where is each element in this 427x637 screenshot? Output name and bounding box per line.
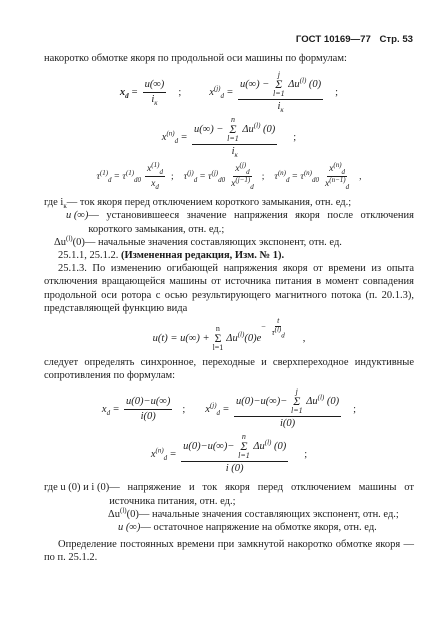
formula-time-constants: $\tau^{(1)}_d$ = $\tau^{(1)}_{d0}$ $\frac{x^{(1)}_d}{x_d}$ ; $\tau^{(j)}_d$ = $\tau^{(j)}_{d0}$ $\frac{x^{(j)}_d}{x^{(j-1)}_d}$ ; $\tau^{(n)}_d$ = $\tau^{(n)}_{d0}$ $\frac{x^{(n)}_d}{x^{(n-1)}_d}$ , [96, 161, 362, 192]
amendment-note: 25.1.1, 25.1.2. (Измененная редакция, Изм. № 1). [58, 250, 285, 262]
xdn-fraction: u(∞) − n Σ l=1 $\Delta u^{(l)}$ (0) $i_к$ [194, 115, 276, 160]
sum-symbol: n Σ l=1 [227, 115, 239, 144]
definition-item: u (∞) — остаточное напряжение на обмотке якоря, отн. ед. [118, 522, 377, 534]
section-25-1-3: 25.1.3. По изменению огибающей напряжения якоря от времени из опыта отключения вращающейся машины от источника питания в момент совпадения продольной оси ротора с осью результирующего магнитного потока (п. 20.1.3), представляющей функцию вида [44, 263, 414, 314]
formula-ut: u(t) = u(∞) + n Σ l=1 $\Delta u^{(l)}(0)e$ − $\frac{t}{\tau^{(l)}_d}$ , [152, 316, 306, 353]
sum-symbol: j Σ l=1 [290, 387, 303, 416]
xdj-fraction-2: u(0)−u(∞)− j Σ l=1 $\Delta u^{(l)}$ (0) i(0) [235, 387, 340, 430]
definitions-block-1 [44, 196, 414, 249]
xd-fraction-2: $\frac{u(0)-u(\infty)}{i(0)}$ [126, 395, 171, 422]
xdj-symbol: $x^{(j)}_d$ [209, 84, 225, 100]
page-header [290, 34, 413, 45]
xdn-symbol: $x^{(n)}_d$ [161, 129, 179, 145]
formulas-intro: следует определять синхронное, переходные и сверхпереходное индуктивные сопротивления по формулам: [44, 357, 414, 382]
equals-sign: = [227, 86, 233, 98]
xdj-fraction: u(∞) − j Σ l=1 $\Delta u^{(l)}$ (0) $i_к$ [239, 70, 322, 115]
formula-xd-xdj: $x_d$ = $\frac{u(\infty)}{i_к}$ ; $x^{(j)}_d$ = u(∞) − j Σ l=1 $\Delta u^{(l)}$ (0) $i_к$ ; [119, 70, 339, 115]
taun-fraction: $\frac{x^{(n)}_d}{x^{(n-1)}_d}$ [324, 161, 350, 192]
sum-symbol: j Σ l=1 [273, 70, 285, 99]
formula-xd-xdj-2: $x_d$ = $\frac{u(0)-u(\infty)}{i(0)}$ ; $x^{(j)}_d$ = u(0)−u(∞)− j Σ l=1 $\Delta u^{(l)}$ (0) i(0) ; [101, 387, 357, 430]
closing-paragraph: Определение постоянных времени при замкнутой накоротко обмотке якоря — по п. 25.1.2. [44, 539, 414, 564]
separator: ; [178, 86, 182, 98]
definition-item: $\Delta u^{(l)}(0)$ — начальные значения составляющих экспонент, отн. ед.; [108, 506, 399, 520]
exponent: − $\frac{t}{\tau^{(l)}_d}$ [261, 316, 285, 340]
definitions-block-2 [44, 481, 414, 534]
standard-number: ГОСТ 10169—77 [295, 34, 371, 45]
xd-fraction: $\frac{u(\infty)}{i_к}$ [144, 78, 165, 107]
equals-sign: = [131, 86, 138, 98]
xdn-fraction-2: u(0)−u(∞)− n Σ l=1 $\Delta u^{(l)}$ (0) i (0) [183, 432, 287, 475]
definition-item: где u (0) и i (0) — напряжение и ток якоря перед отключением машины от источника питания, отн. ед.; [44, 482, 414, 507]
document-body [44, 52, 414, 565]
formula-xdn: $x^{(n)}_d$ = u(∞) − n Σ l=1 $\Delta u^{(l)}$ (0) $i_к$ ; [161, 115, 297, 160]
definition-item: u (∞) — установившееся значение напряжения якоря после отключения короткого замыкания, отн. ед.; [66, 210, 414, 235]
xd-symbol: $x_d$ [119, 86, 129, 100]
sum-symbol: n Σ l=1 [212, 324, 224, 353]
formula-xdn-2: $x^{(n)}_d$ = u(0)−u(∞)− n Σ l=1 $\Delta u^{(l)}$ (0) i (0) ; [150, 432, 308, 475]
definition-item: где $i_к$ — ток якоря перед отключением короткого замыкания, отн. ед.; [44, 197, 352, 211]
page-number: Стр. 53 [379, 34, 413, 45]
sum-symbol: n Σ l=1 [238, 432, 250, 461]
definition-item: $\Delta u^{(l)}(0)$ — начальные значения составляющих экспонент, отн. ед. [54, 234, 342, 248]
tauj-fraction: $\frac{x^{(j)}_d}{x^{(j-1)}_d}$ [231, 161, 254, 192]
tau1-fraction: $\frac{x^{(1)}_d}{x_d}$ [147, 161, 163, 192]
intro-text: накоротко обмотке якоря по продольной оси машины по формулам: [44, 53, 347, 64]
